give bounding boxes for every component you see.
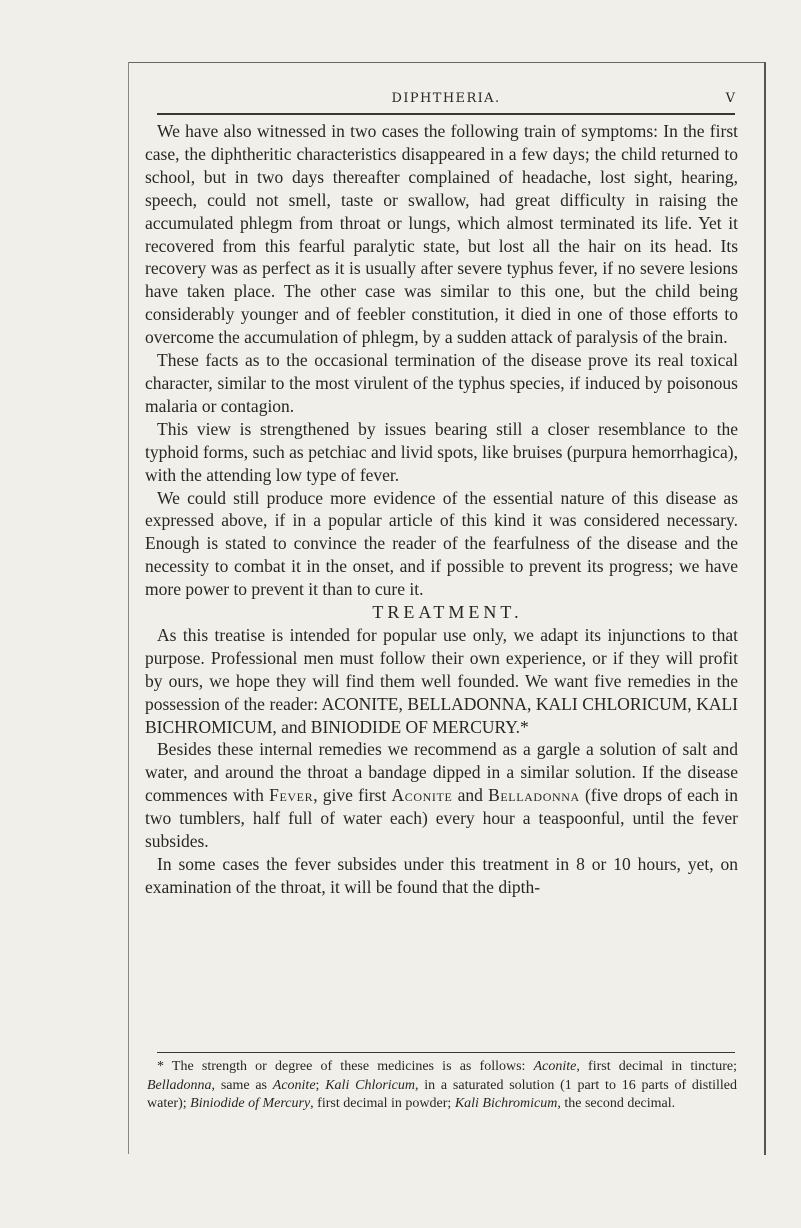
paragraph [145, 738, 738, 853]
remedy-name: Kali Bichromicum [454, 1096, 558, 1112]
text-run: , first decimal in powder; [310, 1096, 455, 1112]
header-rule [157, 113, 735, 115]
text-run: (five drops of each in two tumblers, half full of water each) every hour a teaspoonful, until the fever subsides. [145, 785, 738, 852]
remedy-term: Fever [269, 785, 314, 806]
footnote-rule [157, 1052, 735, 1053]
text-run: , give first [313, 785, 392, 806]
running-head [157, 88, 735, 110]
remedy-name: Belladonna [147, 1077, 212, 1093]
section-heading: TREATMENT. [372, 602, 523, 623]
text-run: and [452, 785, 489, 806]
text-run: , in a saturated solution (1 part to 16 parts of distilled water); [147, 1077, 737, 1112]
running-title: DIPHTHERIA. [391, 91, 501, 106]
text-run: , same as [211, 1077, 273, 1093]
text-run: , first decimal in tincture; [576, 1059, 737, 1074]
text-run: , the second decimal. [557, 1096, 676, 1112]
text-run: ; [315, 1077, 326, 1093]
body-text [145, 120, 738, 899]
page-number: V [725, 91, 735, 106]
page-border-left [128, 62, 129, 1154]
text-run: * The strength or degree of these medicines is as follows: [157, 1059, 534, 1074]
remedy-term: Belladonna [488, 785, 580, 806]
remedy-name: Biniodide of Mercury [190, 1096, 311, 1112]
paragraph: We have also witnessed in two cases the following train of symptoms: In the first case, the diphtheritic characteristics disappeared in a few days; the child returned to school, but in two days thereafter complained of headache, lost sight, hearing, speech, could not smell, taste or swallow, had great difficulty in raising the accumulated phlegm from throat or lungs, which almost terminated its life. Yet it recovered from this fearful paralytic state, but lost all the hair on its head. Its recovery was as perfect as it is usually after severe typhus fever, if no severe lesions have taken place. The other case was similar to this one, but the child being considerably younger and of feebler constitution, it died in one of those efforts to overcome the accumulation of phlegm, by a sudden attack of paralysis of the brain. [145, 121, 738, 348]
paragraph: We could still produce more evidence of the essential nature of this disease as expressed above, if in a popular article of this kind it was considered necessary. Enough is stated to convince the reader of the fearfulness of the disease and the necessity to combat it in the onset, and if possible to prevent its progress; we have more power to prevent it than to cure it. [145, 487, 738, 600]
remedy-name: Aconite [272, 1077, 316, 1093]
remedy-name: Kali Chloricum [325, 1077, 415, 1093]
remedy-name: Aconite [533, 1059, 577, 1074]
footnote [147, 1058, 737, 1114]
remedy-term: Aconite [391, 785, 453, 806]
paragraph: In some cases the fever subsides under this treatment in 8 or 10 hours, yet, on examination of the throat, it will be found that the dipth- [145, 854, 738, 897]
text-run: Besides these internal remedies we recommend as a gargle a solution of salt and water, and around the throat a bandage dipped in a similar solution. If the disease commences with [145, 739, 738, 806]
paragraph: These facts as to the occasional termination of the disease prove its real toxical character, similar to the most virulent of the typhus species, if induced by poisonous malaria or contagion. [145, 350, 738, 416]
paragraph: As this treatise is intended for popular use only, we adapt its injunctions to that purpose. Professional men must follow their own experience, or if they will profit by ours, we hope they will find them well founded. We want five remedies in the possession of the reader: ACONITE, BELLADONNA, KALI CHLORICUM, KALI BICHROMICUM, and BINIODIDE OF MERCURY.* [145, 624, 738, 737]
paragraph: This view is strengthened by issues bearing still a closer resemblance to the typhoid forms, such as petchiac and livid spots, like bruises (purpura hemorrhagica), with the attending low type of fever. [145, 418, 738, 485]
